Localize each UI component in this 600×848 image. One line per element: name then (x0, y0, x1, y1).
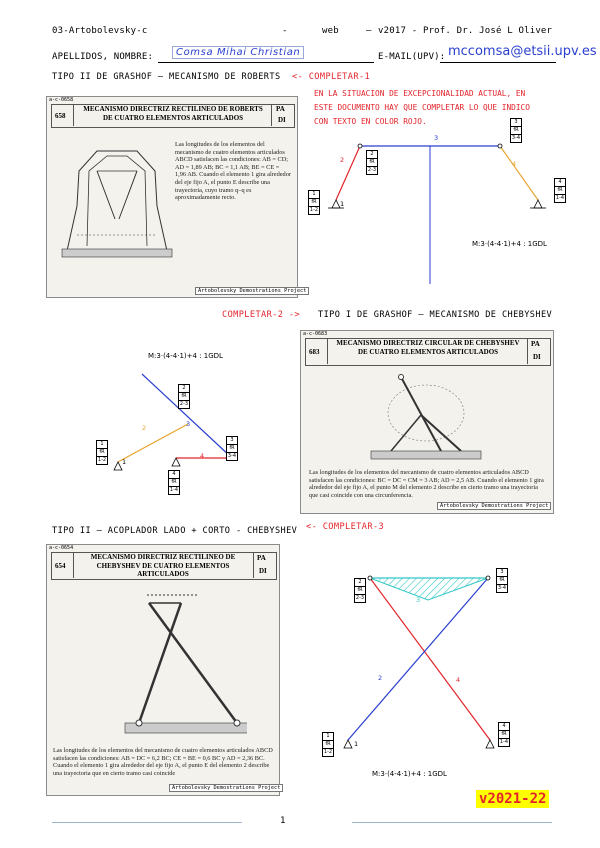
names-value[interactable]: Comsa Mihai Christian (172, 46, 304, 59)
card-pa: PA (531, 340, 540, 348)
cheb-label-2: 2 (142, 424, 147, 432)
joint-stack-1-4 (554, 178, 566, 203)
card-code: a-c-0683 (303, 331, 328, 337)
instruction-line-3: CON TEXTO EN COLOR ROJO. (314, 117, 427, 126)
card-number: 654 (55, 562, 66, 570)
stack-pair: 2-3 (355, 595, 365, 601)
stack-pair: 2-3 (367, 167, 377, 173)
section3-title: TIPO II – ACOPLADOR LADO + CORTO - CHEBYSHEV (52, 526, 298, 536)
cheb3-label-3: 3 (416, 596, 421, 604)
stack-pair: 3-4 (511, 135, 521, 141)
roberts-link3-label: 3 (434, 134, 439, 142)
footer-rule-left (52, 822, 242, 823)
joint-stack-1-4 (498, 722, 510, 747)
section1-title: TIPO II DE GRASHOF – MECANISMO DE ROBERTS (52, 72, 281, 82)
stack-type: fR (169, 479, 179, 487)
stack-joint: 3 (227, 437, 237, 445)
card-code: a-c-0654 (49, 545, 74, 551)
joint-stack-1-2 (96, 440, 108, 465)
chebyshev-rectilinear-figure (87, 583, 247, 743)
card-pa: PA (276, 105, 285, 113)
chebyshev3-formula: M:3·(4-4·1)+4 : 1GDL (372, 770, 447, 778)
roberts-ground-label: 1 (340, 200, 345, 208)
card-code: a-c-0658 (49, 97, 74, 103)
card-pa: PA (257, 554, 266, 562)
stack-type: fR (97, 449, 107, 457)
email-value[interactable]: mccomsa@etsii.upv.es (448, 44, 597, 59)
instruction-line-1: EN LA SITUACION DE EXCEPCIONALIDAD ACTUAL, EN (314, 89, 526, 98)
names-label: APELLIDOS, NOMBRE: (52, 52, 154, 62)
section2-title: TIPO I DE GRASHOF – MECANISMO DE CHEBYSHEV (318, 310, 553, 320)
stack-type: fR (355, 587, 365, 595)
cheb3-ground-label: 1 (354, 740, 359, 748)
joint-stack-1-4 (168, 470, 180, 495)
card-di: DI (533, 353, 541, 361)
stack-pair: 1-4 (499, 739, 509, 745)
header-web: web (322, 26, 339, 36)
joint-stack-3-4 (226, 436, 238, 461)
stack-joint: 4 (499, 723, 509, 731)
chebyshev-circular-figure (361, 371, 491, 463)
roberts-figure (57, 131, 177, 261)
stack-joint: 2 (179, 385, 189, 393)
stack-joint: 2 (367, 151, 377, 159)
joint-stack-2-3 (366, 150, 378, 175)
stack-type: fR (309, 199, 319, 207)
card-di: DI (259, 567, 267, 575)
stack-type: fR (323, 741, 333, 749)
roberts-link4-label: 4 (512, 160, 517, 168)
card-di: DI (278, 116, 286, 124)
doc-id: 03-Artobolevsky-c (52, 26, 148, 36)
card-number: 658 (55, 112, 66, 120)
header-dash: - (282, 26, 288, 36)
stack-joint: 1 (323, 733, 333, 741)
cheb3-label-2: 2 (378, 674, 383, 682)
stack-type: fR (511, 127, 521, 135)
card-footer: Artobolevsky Demostrations Project (437, 502, 551, 510)
stack-joint: 2 (355, 579, 365, 587)
stack-type: fR (499, 731, 509, 739)
scanned-card-roberts (46, 96, 307, 298)
stack-pair: 1-4 (169, 487, 179, 493)
header-version-author: v2017 - Prof. Dr. José L Oliver (378, 26, 553, 36)
stack-pair: 3-4 (497, 585, 507, 591)
card-text: Las longitudes de los elementos del mecanismo de cuatro elementos articulados ABCD satisfacen las condiciones: AB = CD; AD = 1,89 AB; BC = 1,1 AB; BE = CE = 1,96 AB. Cuando el elemento 1 gira alrededor del eje fijo A, el punto E describe una trayectoria, cuyo tramo q–q es aproximadamente recto. (175, 141, 291, 202)
roberts-link2-label: 2 (340, 156, 345, 164)
chebyshev-sketch (90, 366, 270, 476)
cheb-label-3: 3 (186, 420, 191, 428)
page-number: 1 (280, 816, 286, 826)
stack-joint: 3 (497, 569, 507, 577)
footer-rule-right (352, 822, 552, 823)
stack-pair: 1-2 (97, 457, 107, 463)
joint-stack-2-3 (354, 578, 366, 603)
card-footer: Artobolevsky Demostrations Project (195, 287, 309, 295)
card-text: Las longitudes de los elementos del mecanismo de cuatro elementos articulados ABCD satisfacen las condiciones: BC = DC = CM = 3 AB; AD = 2,5 AB. Cuando el elemento 1 gira alrededor del eje fijo A, el punto M del elemento 2 describe en cierto tramo una trayectoria que casi coincide con una circunferencia. (309, 469, 544, 499)
section1-flag: <- COMPLETAR-1 (292, 72, 371, 82)
cheb3-label-4: 4 (456, 676, 461, 684)
stack-pair: 1-2 (309, 207, 319, 213)
joint-stack-3-4 (496, 568, 508, 593)
stack-pair: 1-4 (555, 195, 565, 201)
section3-flag: <- COMPLETAR-3 (306, 522, 385, 532)
stack-joint: 4 (555, 179, 565, 187)
names-underline (158, 62, 374, 63)
card-number: 683 (309, 348, 320, 356)
email-label: E-MAIL(UPV): (378, 52, 446, 62)
stack-joint: 1 (97, 441, 107, 449)
card-title: MECANISMO DIRECTRIZ RECTILINEO DE ROBERTS DE CUATRO ELEMENTOS ARTICULADOS (83, 105, 263, 122)
version-badge: v2021-22 (476, 790, 549, 808)
stack-joint: 4 (169, 471, 179, 479)
joint-stack-1-2 (308, 190, 320, 215)
stack-pair: 2-3 (179, 401, 189, 407)
cheb-label-4: 4 (200, 452, 205, 460)
card-text: Las longitudes de los elementos del mecanismo de cuatro elementos articulados ABCD satisfacen las condiciones: AB = DC = 6,2 BC; CE = BE = 0,6 BC y AD = 2,36 BC. Cuando el elemento 1 gira alrededor del eje fijo A, el punto E del elemento 2 describe una trayectoria que en cierto tramo casi coincide (53, 747, 273, 777)
card-title: MECANISMO DIRECTRIZ CIRCULAR DE CHEBYSHEV DE CUATRO ELEMENTOS ARTICULADOS (336, 339, 520, 356)
scanned-card-chebyshev-circular (300, 330, 554, 514)
stack-type: fR (367, 159, 377, 167)
card-footer: Artobolevsky Demostrations Project (169, 784, 283, 792)
email-underline (440, 62, 556, 63)
stack-type: fR (497, 577, 507, 585)
joint-stack-2-3 (178, 384, 190, 409)
stack-joint: 3 (511, 119, 521, 127)
stack-type: fR (555, 187, 565, 195)
joint-stack-3-4 (510, 118, 522, 143)
instruction-line-2: ESTE DOCUMENTO HAY QUE COMPLETAR LO QUE INDICO (314, 103, 530, 112)
card-title: MECANISMO DIRECTRIZ RECTILINEO DE CHEBYSHEV DE CUATRO ELEMENTOS ARTICULADOS (90, 553, 236, 578)
stack-pair: 3-4 (227, 453, 237, 459)
roberts-formula: M:3·(4-4·1)+4 : 1GDL (472, 240, 547, 248)
cheb-ground-label: 1 (122, 458, 127, 466)
header-dash: – (366, 26, 372, 36)
joint-stack-1-2 (322, 732, 334, 757)
stack-type: fR (227, 445, 237, 453)
stack-pair: 1-2 (323, 749, 333, 755)
stack-type: fR (179, 393, 189, 401)
scanned-card-chebyshev-rectilinear (46, 544, 280, 796)
section2-flag: COMPLETAR-2 -> (222, 310, 301, 320)
stack-joint: 1 (309, 191, 319, 199)
chebyshev-formula: M:3·(4-4·1)+4 : 1GDL (148, 352, 223, 360)
